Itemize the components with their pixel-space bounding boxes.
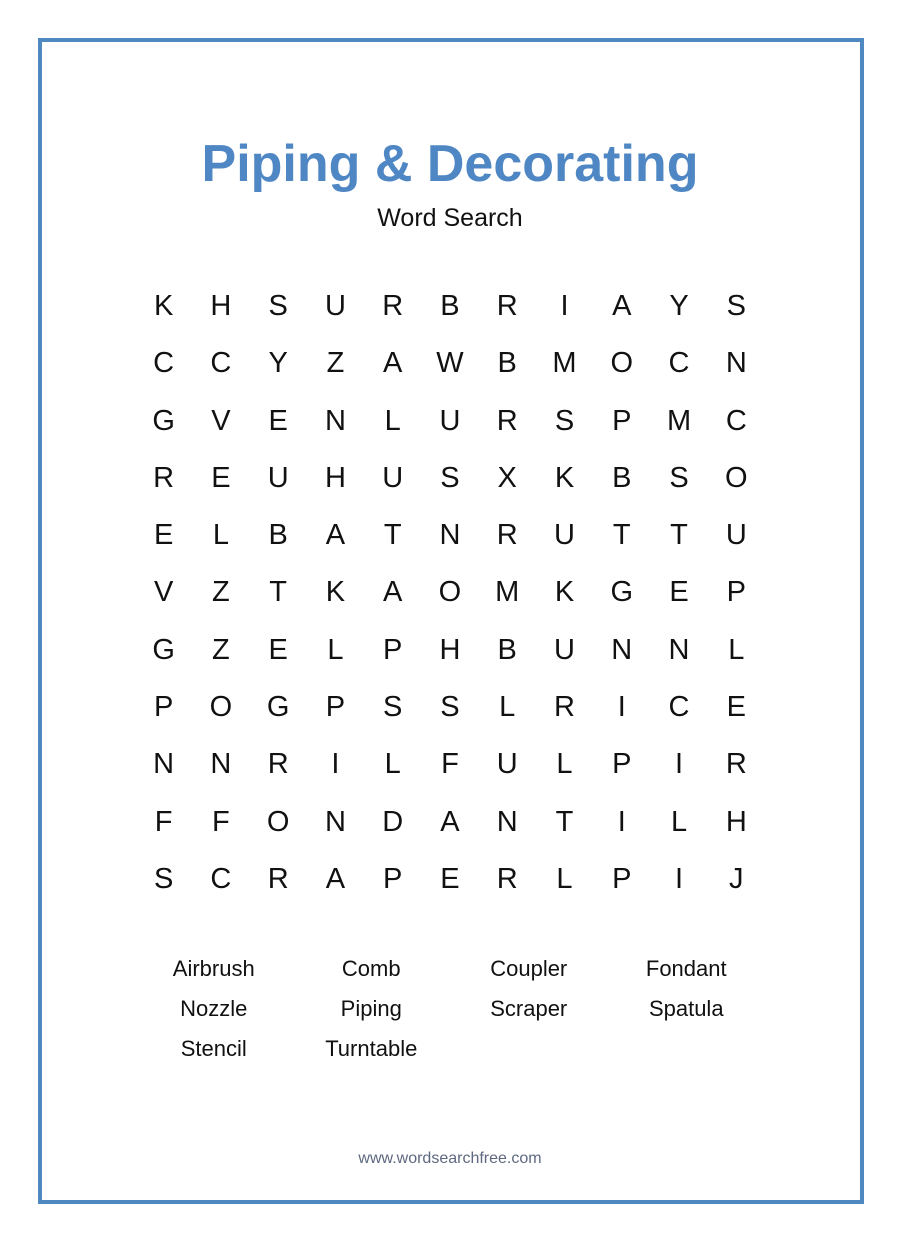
grid-cell: H	[324, 461, 346, 494]
grid-cell: O	[725, 461, 748, 494]
grid-cell: I	[674, 748, 684, 781]
grid-cell: T	[670, 519, 688, 552]
grid-row	[135, 851, 765, 908]
grid-cell: S	[669, 461, 689, 494]
grid-cell: R	[496, 404, 518, 437]
grid-cell: F	[441, 748, 459, 781]
grid-cell: E	[211, 461, 231, 494]
grid-cell: F	[154, 805, 173, 838]
grid-cell: E	[153, 519, 174, 552]
grid-cell: L	[728, 633, 745, 666]
grid-cell: N	[210, 748, 232, 781]
grid-cell: P	[612, 404, 632, 437]
grid-cell: A	[383, 576, 403, 609]
grid-cell: A	[325, 862, 346, 895]
grid-cell: I	[617, 691, 626, 724]
page-subtitle: Word Search	[377, 204, 523, 232]
grid-cell: V	[153, 576, 174, 609]
grid-cell: S	[440, 691, 460, 724]
grid-cell: L	[384, 404, 401, 437]
grid-cell: M	[666, 404, 692, 437]
grid-cell: C	[210, 347, 232, 380]
grid-cell: G	[266, 691, 290, 724]
word-list	[135, 949, 765, 1069]
grid-cell: P	[383, 633, 403, 666]
grid-cell: E	[268, 404, 288, 437]
grid-cell: O	[438, 576, 462, 609]
grid-cell: C	[210, 862, 232, 895]
grid-cell: R	[496, 862, 518, 895]
grid-cell: K	[554, 576, 575, 609]
grid-cell: N	[324, 404, 346, 437]
grid-cell: S	[268, 290, 288, 322]
grid-cell: K	[153, 290, 174, 322]
grid-cell: D	[382, 805, 404, 838]
grid-cell: E	[268, 633, 288, 666]
grid-cell: Y	[669, 290, 689, 322]
grid-cell: H	[725, 805, 747, 838]
grid-cell: I	[674, 862, 684, 895]
grid-row	[135, 393, 765, 450]
grid-cell: T	[555, 805, 574, 838]
grid-cell: G	[152, 404, 175, 437]
word-list-item: Stencil	[180, 1036, 247, 1061]
grid-cell: S	[726, 290, 746, 322]
grid-cell: N	[153, 748, 175, 781]
grid-cell: P	[726, 576, 746, 609]
grid-cell: N	[324, 805, 346, 838]
grid-cell: T	[612, 519, 631, 552]
grid-cell: R	[725, 748, 747, 781]
grid-cell: C	[725, 404, 747, 437]
word-list-item: Spatula	[648, 996, 724, 1021]
word-list-item: Airbrush	[172, 956, 255, 981]
grid-cell: L	[670, 805, 688, 838]
grid-cell: P	[612, 748, 632, 781]
grid-cell: P	[383, 862, 403, 895]
grid-row	[135, 679, 765, 736]
grid-cell: N	[439, 519, 461, 552]
grid-cell: B	[497, 347, 517, 380]
grid-cell: I	[617, 805, 626, 838]
grid-cell: P	[153, 691, 174, 724]
grid-cell: U	[382, 461, 404, 494]
grid-cell: V	[211, 404, 231, 437]
grid-row	[135, 450, 765, 507]
grid-cell: K	[554, 461, 575, 494]
grid-cell: Y	[268, 347, 288, 380]
grid-cell: C	[668, 691, 690, 724]
grid-cell: R	[496, 519, 518, 552]
grid-cell: R	[382, 290, 404, 322]
grid-cell: U	[496, 748, 518, 781]
grid-cell: A	[325, 519, 346, 552]
grid-cell: N	[611, 633, 633, 666]
grid-row	[135, 622, 765, 679]
grid-cell: R	[153, 461, 175, 494]
grid-cell: S	[153, 862, 174, 895]
grid-cell: L	[327, 633, 344, 666]
grid-cell: L	[556, 862, 573, 895]
grid-cell: U	[267, 461, 289, 494]
grid-cell: U	[554, 633, 575, 666]
grid-cell: M	[552, 347, 577, 380]
grid-cell: Z	[326, 347, 345, 380]
grid-cell: M	[495, 576, 520, 609]
grid-cell: F	[212, 805, 230, 838]
grid-cell: G	[610, 576, 634, 609]
grid-row	[135, 736, 765, 793]
grid-cell: I	[560, 290, 569, 322]
grid-cell: S	[383, 691, 403, 724]
grid-cell: N	[496, 805, 518, 838]
grid-cell: E	[726, 691, 746, 724]
grid-cell: B	[612, 461, 632, 494]
word-list-item: Comb	[341, 956, 401, 981]
grid-cell: H	[439, 633, 461, 666]
word-list-item: Turntable	[325, 1036, 418, 1061]
grid-cell: T	[269, 576, 288, 609]
grid-cell: B	[440, 290, 460, 322]
grid-cell: C	[668, 347, 690, 380]
grid-cell: L	[499, 691, 516, 724]
grid-cell: R	[267, 748, 289, 781]
grid-cell: L	[384, 748, 401, 781]
grid-cell: P	[612, 862, 632, 895]
grid-row	[135, 794, 765, 851]
grid-cell: P	[325, 691, 346, 724]
grid-cell: T	[383, 519, 402, 552]
grid-cell: R	[267, 862, 289, 895]
grid-cell: S	[554, 404, 575, 437]
grid-cell: L	[556, 748, 573, 781]
grid-cell: J	[729, 862, 744, 895]
grid-row	[135, 507, 765, 564]
grid-cell: O	[610, 347, 634, 380]
grid-cell: N	[725, 347, 747, 380]
grid-cell: R	[554, 691, 575, 724]
grid-cell: K	[325, 576, 346, 609]
grid-row	[135, 564, 765, 621]
word-list-item: Piping	[340, 996, 402, 1021]
grid-cell: A	[612, 290, 632, 322]
grid-cell: A	[383, 347, 403, 380]
grid-cell: Z	[212, 576, 230, 609]
grid-cell: U	[324, 290, 346, 322]
word-list-item: Fondant	[645, 956, 727, 981]
grid-row	[135, 335, 765, 392]
grid-cell: X	[497, 461, 517, 494]
page-title: Piping & Decorating	[201, 135, 699, 193]
grid-cell: E	[669, 576, 689, 609]
grid-cell: L	[212, 519, 229, 552]
grid-row	[135, 278, 765, 335]
footer-url: www.wordsearchfree.com	[358, 1150, 542, 1167]
word-list-item: Scraper	[490, 996, 568, 1021]
grid-cell: O	[266, 805, 290, 838]
grid-cell: S	[440, 461, 460, 494]
grid-cell: C	[153, 347, 175, 380]
grid-cell: Z	[212, 633, 230, 666]
grid-cell: B	[497, 633, 517, 666]
letter-grid	[135, 278, 765, 908]
word-list-item: Coupler	[490, 956, 568, 981]
word-list-item: Nozzle	[180, 996, 248, 1021]
grid-cell: U	[439, 404, 461, 437]
grid-cell: H	[210, 290, 232, 322]
grid-cell: U	[725, 519, 747, 552]
grid-cell: I	[331, 748, 340, 781]
grid-cell: G	[152, 633, 175, 666]
grid-cell: B	[268, 519, 288, 552]
grid-cell: E	[440, 862, 460, 895]
grid-cell: N	[668, 633, 690, 666]
grid-cell: A	[440, 805, 460, 838]
grid-cell: U	[554, 519, 575, 552]
grid-cell: O	[209, 691, 233, 724]
grid-cell: W	[436, 347, 464, 380]
grid-cell: R	[496, 290, 518, 322]
